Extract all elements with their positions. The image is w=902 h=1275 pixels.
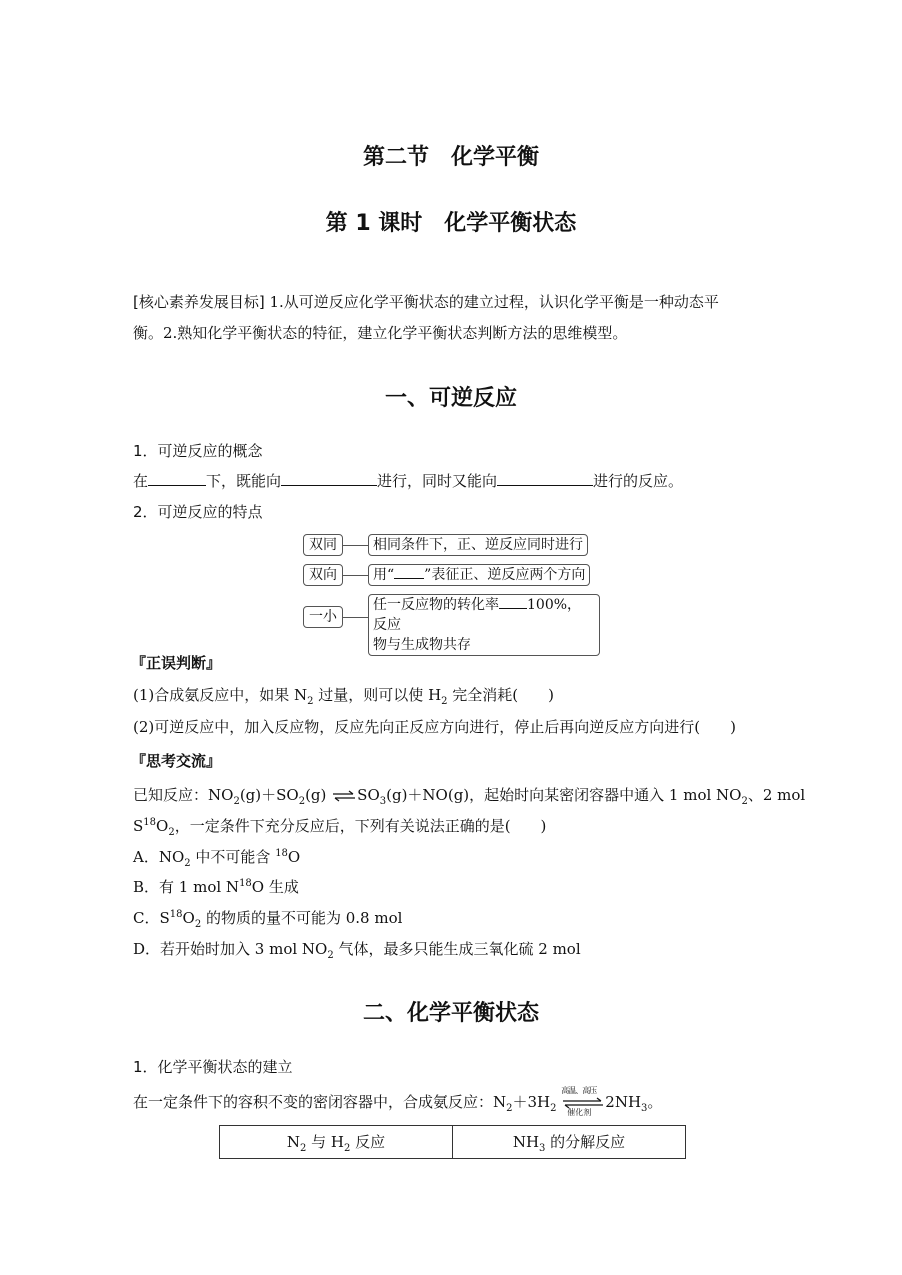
eq-text: 2NH: [605, 1093, 642, 1111]
judge-q1: [133, 684, 554, 707]
think-text: (g)＋NO(g)，起始时向某密闭容器中通入 1 mol NO: [386, 786, 742, 804]
cell-text: NH: [512, 1132, 540, 1151]
connector: [342, 545, 368, 546]
judge-title: 『正误判断』: [131, 654, 222, 672]
part1-item1-title: 1．可逆反应的概念: [133, 442, 263, 460]
cell-text: N: [286, 1132, 300, 1151]
goals-text-1: 1.从可逆反应化学平衡状态的建立过程，认识化学平衡是一种动态平: [269, 293, 719, 311]
think-text: 、2 mol: [747, 786, 806, 804]
blank-symbol: [394, 566, 424, 579]
eq-text: 在一定条件下的容积不变的密闭容器中，合成氨反应：N: [133, 1093, 507, 1111]
subscript: 2: [741, 796, 748, 807]
feature-tag-yixiao: 一小: [303, 606, 343, 628]
feature-text: ”表征正、逆反应两个方向: [424, 567, 586, 583]
section-title: 第二节 化学平衡: [362, 145, 539, 170]
condition-bottom: 催化剂: [567, 1108, 592, 1117]
superscript: 18: [169, 909, 183, 920]
feature-tag-shuangtong: 双同: [303, 534, 343, 556]
blank-forward: [281, 471, 377, 486]
comparison-table: [219, 1125, 686, 1159]
option-c: [133, 907, 402, 930]
option-text: O: [182, 909, 195, 927]
part2-item1-title: 1．化学平衡状态的建立: [133, 1058, 293, 1076]
feature-desc-shuangtong: 相同条件下，正、逆反应同时进行: [368, 534, 588, 556]
feature-tag-shuangxiang: 双向: [303, 564, 343, 586]
part2-heading: 二、化学平衡状态: [362, 1001, 539, 1026]
subscript: 2: [168, 827, 175, 838]
feature-desc-shuangxiang: [368, 564, 590, 586]
think-line-1: [133, 784, 805, 807]
reaction-condition: [561, 1086, 605, 1117]
think-text: (g): [305, 786, 327, 804]
blank-reverse: [497, 471, 593, 486]
superscript: 18: [143, 817, 157, 828]
think-line-2: [133, 815, 546, 838]
cell-text: 与 H: [306, 1132, 344, 1151]
part1-item2-title: 2．可逆反应的特点: [133, 503, 263, 521]
blank-condition: [148, 471, 206, 486]
option-text: 中不可能含: [190, 848, 276, 866]
subscript: 2: [184, 858, 191, 869]
feature-text: 物与生成物共存: [373, 637, 471, 653]
superscript: 18: [239, 878, 252, 889]
subscript: 2: [441, 696, 448, 707]
lesson-title: 第 1 课时 化学平衡状态: [325, 211, 577, 236]
goals-line-2: 衡。2.熟知化学平衡状态的特征，建立化学平衡状态判断方法的思维模型。: [133, 324, 628, 342]
think-text: ，一定条件下充分反应后，下列有关说法正确的是( ): [174, 817, 547, 835]
option-text: C．S: [133, 909, 170, 927]
feature-text: 任一反应物的转化率: [373, 597, 499, 613]
feature-text: 100%，反应: [373, 597, 582, 633]
judge-text: 完全消耗( ): [447, 686, 555, 704]
option-text: D．若开始时加入 3 mol NO: [133, 940, 328, 958]
option-b: [133, 876, 299, 897]
subscript: 3: [641, 1103, 648, 1114]
option-text: B．有 1 mol N: [133, 878, 240, 896]
subscript: 2: [506, 1103, 513, 1114]
subscript: 3: [379, 796, 387, 807]
blank-conversion: [499, 596, 527, 609]
table-header-cell: [453, 1126, 686, 1159]
subscript: 2: [307, 696, 314, 707]
table-header-cell: [220, 1126, 453, 1159]
option-text: A．NO: [133, 848, 185, 866]
option-text: 的物质的量不可能为 0.8 mol: [201, 909, 403, 927]
condition-top: 高温、高压: [561, 1086, 597, 1095]
concept-text: 在: [133, 472, 149, 490]
subscript: 2: [327, 950, 334, 961]
think-text: O: [156, 817, 169, 835]
think-text: (g)＋SO: [239, 786, 299, 804]
subscript: 2: [233, 796, 240, 807]
eq-text: ＋3H: [512, 1093, 551, 1111]
option-text: O: [287, 848, 301, 866]
concept-text: 进行的反应。: [593, 472, 684, 490]
connector: [342, 617, 368, 618]
subscript: 3: [539, 1142, 546, 1154]
equilibrium-arrow-icon: [331, 790, 357, 802]
think-text: S: [133, 817, 144, 835]
feature-desc-yixiao: [368, 594, 600, 656]
table-row: [220, 1126, 686, 1159]
think-text: SO: [357, 786, 380, 804]
eq-text: 。: [647, 1093, 663, 1111]
concept-text: 进行，同时又能向: [377, 472, 498, 490]
part2-equation-line: [133, 1086, 663, 1117]
subscript: 2: [298, 796, 306, 807]
option-text: O 生成: [251, 878, 299, 896]
judge-text: (1)合成氨反应中，如果 N: [133, 686, 308, 704]
part1-heading: 一、可逆反应: [384, 386, 517, 411]
subscript: 2: [550, 1103, 557, 1114]
option-text: 气体，最多只能生成三氧化硫 2 mol: [333, 940, 581, 958]
judge-text: 过量，则可以使 H: [313, 686, 442, 704]
concept-line: [133, 470, 683, 491]
superscript: 18: [275, 848, 288, 859]
option-d: [133, 938, 581, 961]
option-a: [133, 846, 300, 869]
subscript: 2: [194, 919, 202, 930]
cell-text: 反应: [350, 1132, 386, 1151]
connector: [342, 575, 368, 576]
think-title: 『思考交流』: [131, 752, 222, 770]
subscript: 2: [299, 1142, 307, 1154]
goals-line-1: [133, 291, 719, 312]
cell-text: 的分解反应: [545, 1132, 626, 1151]
feature-text: 用“: [373, 567, 395, 583]
subscript: 2: [343, 1142, 351, 1154]
think-text: 已知反应：NO: [133, 786, 234, 804]
concept-text: 下，既能向: [206, 472, 282, 490]
goals-label: [核心素养发展目标]: [133, 293, 265, 311]
judge-q2: (2)可逆反应中，加入反应物，反应先向正反应方向进行，停止后再向逆反应方向进行( ): [133, 718, 736, 736]
